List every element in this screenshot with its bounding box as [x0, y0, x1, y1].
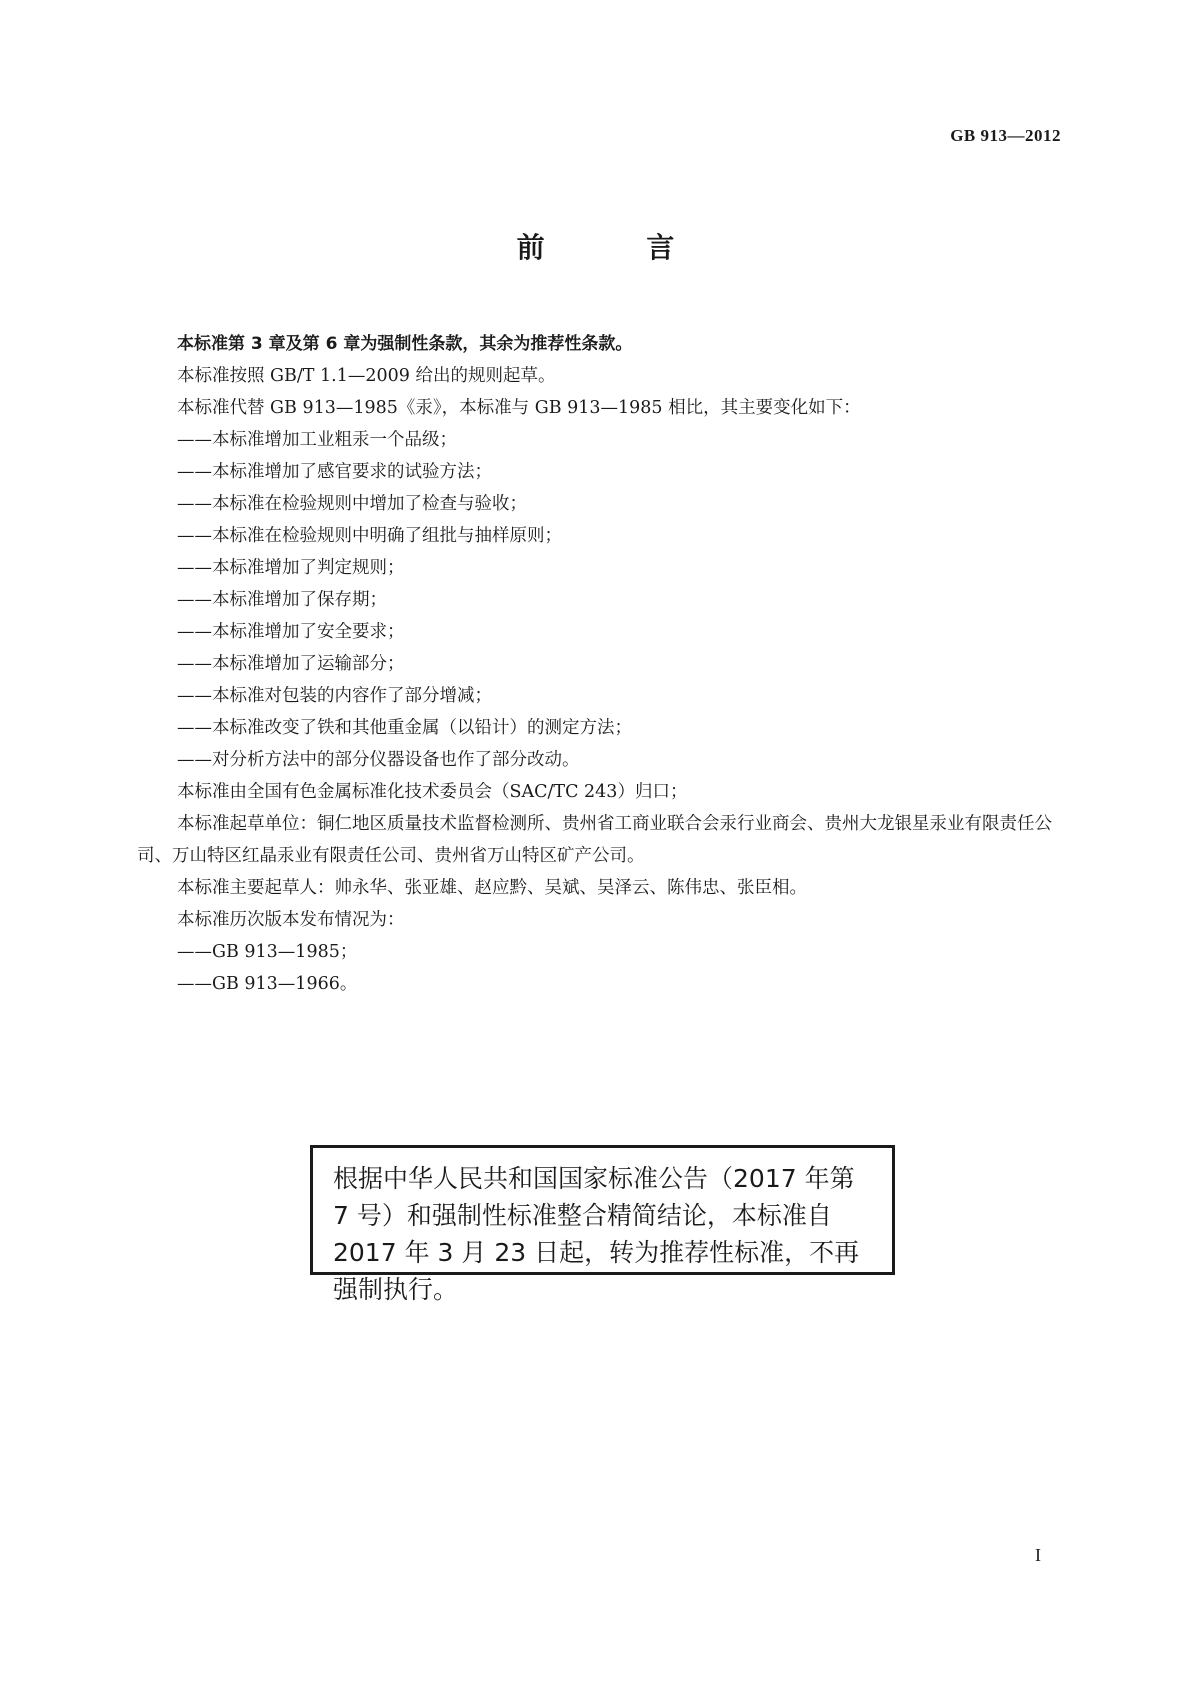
list-item: ——本标准改变了铁和其他重金属（以铅计）的测定方法；	[177, 718, 632, 738]
paragraph-drafters: 本标准主要起草人：帅永华、张亚雄、赵应黔、吴斌、吴泽云、陈伟忠、张臣相。	[177, 878, 807, 898]
notice-box: 根据中华人民共和国国家标准公告（2017 年第 7 号）和强制性标准整合精简结论，本标准自 2017 年 3 月 23 日起，转为推荐性标准，不再强制执行。	[310, 1145, 895, 1275]
list-item: ——本标准在检验规则中增加了检查与验收；	[177, 494, 527, 514]
foreword-body	[137, 328, 1057, 1000]
list-item: ——本标准增加工业粗汞一个品级；	[177, 430, 457, 450]
page-number: I	[1035, 1545, 1041, 1565]
standard-code: GB 913—2012	[950, 126, 1061, 145]
paragraph-drafting-rules: 本标准按照 GB/T 1.1—2009 给出的规则起草。	[177, 366, 556, 386]
paragraph-drafting-units: 本标准起草单位：铜仁地区质量技术监督检测所、贵州省工商业联合会汞行业商会、贵州大龙银星汞业有限责任公司、万山特区红晶汞业有限责任公司、贵州省万山特区矿产公司。	[137, 814, 1052, 866]
list-item: ——本标准对包装的内容作了部分增减；	[177, 686, 492, 706]
list-item: ——本标准增加了安全要求；	[177, 622, 405, 642]
paragraph-history-intro: 本标准历次版本发布情况为：	[177, 910, 405, 930]
list-item: ——本标准增加了运输部分；	[177, 654, 405, 674]
list-item: ——对分析方法中的部分仪器设备也作了部分改动。	[177, 750, 580, 770]
list-item: ——本标准增加了感官要求的试验方法；	[177, 462, 492, 482]
paragraph-mandatory-clauses: 本标准第 3 章及第 6 章为强制性条款，其余为推荐性条款。	[177, 334, 633, 354]
list-item: ——本标准在检验规则中明确了组批与抽样原则；	[177, 526, 562, 546]
list-item: ——本标准增加了保存期；	[177, 590, 387, 610]
list-item: ——本标准增加了判定规则；	[177, 558, 405, 578]
history-item: ——GB 913—1966。	[177, 974, 358, 994]
page-title: 前 言	[516, 231, 721, 264]
history-item: ——GB 913—1985；	[177, 942, 358, 962]
paragraph-replaces: 本标准代替 GB 913—1985《汞》，本标准与 GB 913—1985 相比，其主要变化如下：	[177, 398, 861, 418]
paragraph-committee: 本标准由全国有色金属标准化技术委员会（SAC/TC 243）归口；	[177, 782, 688, 802]
